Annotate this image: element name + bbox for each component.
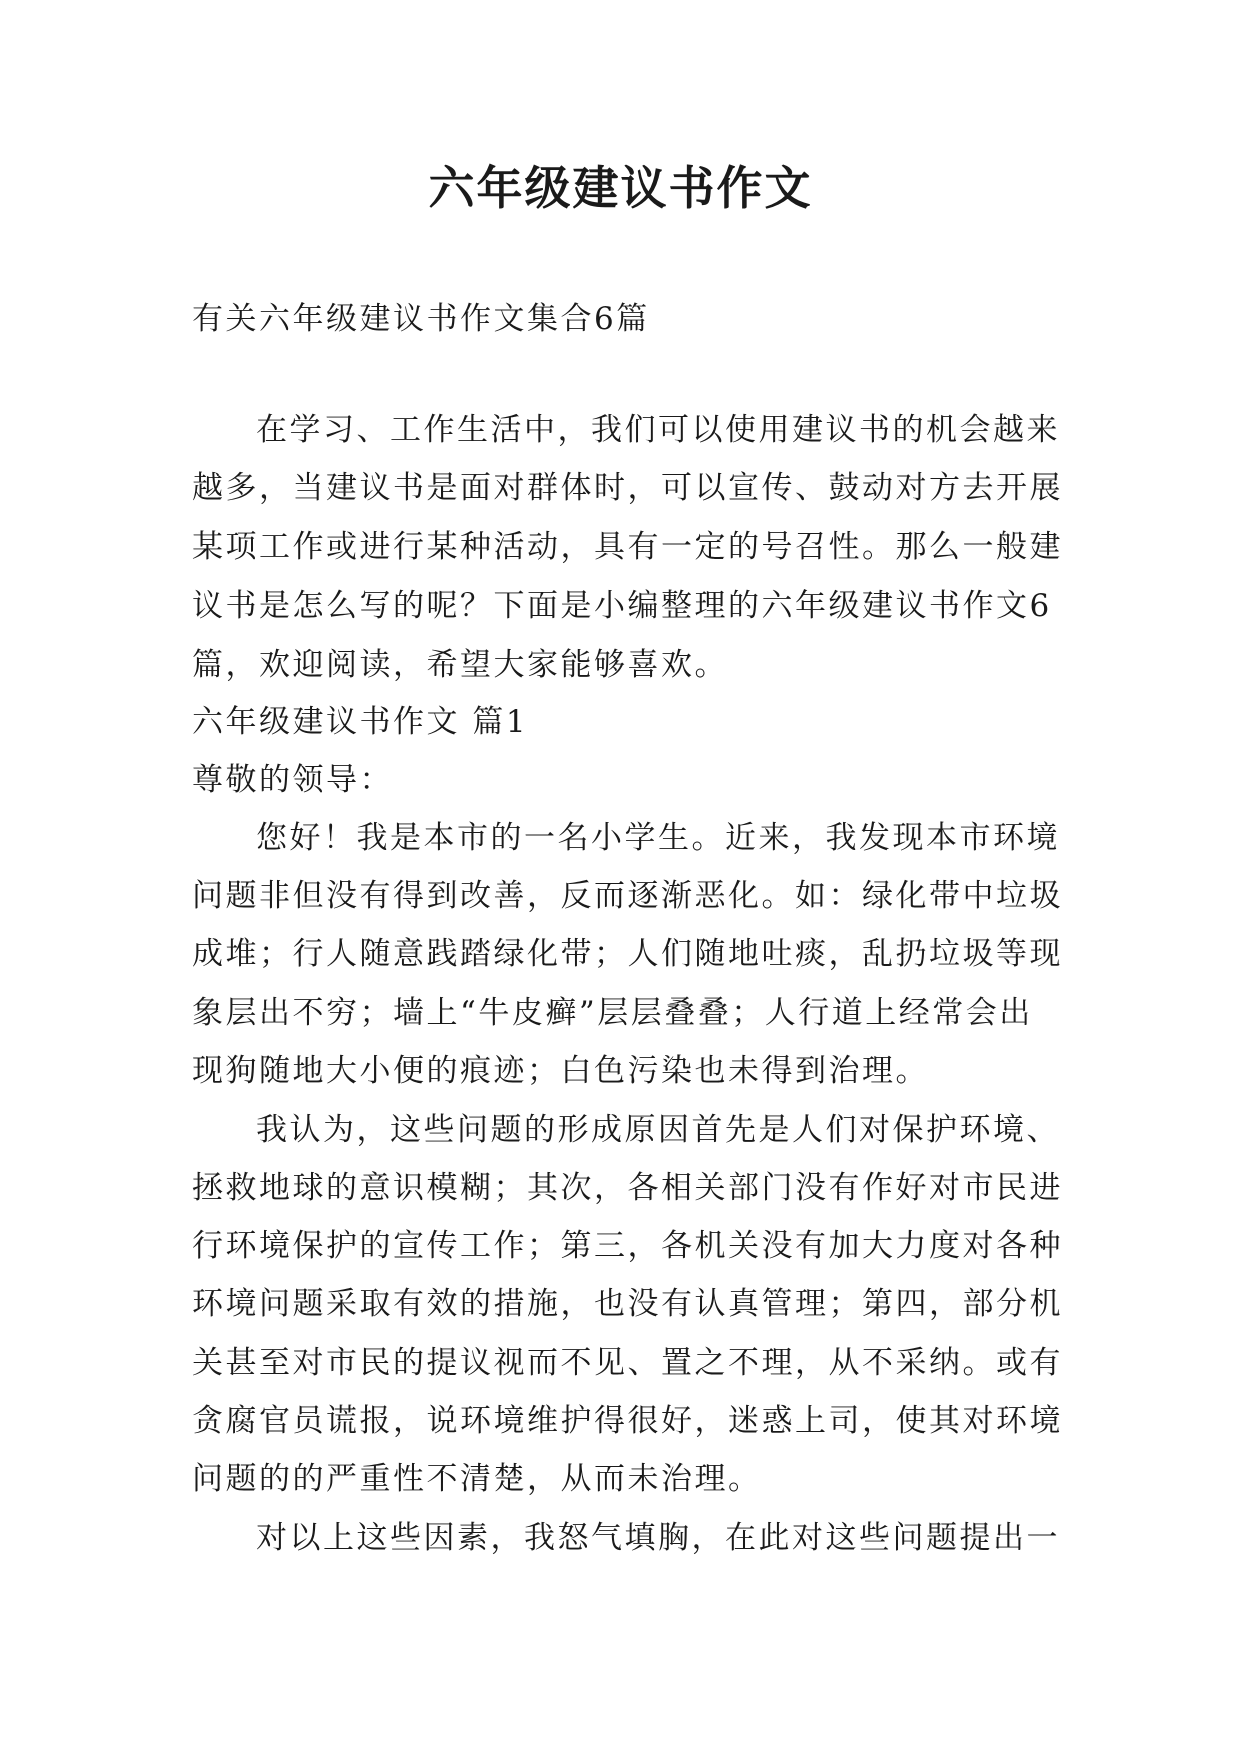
paragraph-line: 环境问题采取有效的措施，也没有认真管理；第四，部分机 <box>192 1286 1063 1322</box>
paragraph-line: 在学习、工作生活中，我们可以使用建议书的机会越来 <box>256 412 1060 448</box>
document-subtitle: 有关六年级建议书作文集合6篇 <box>192 301 650 337</box>
paragraph-line: 问题的的严重性不清楚，从而未治理。 <box>192 1461 762 1497</box>
paragraph-line: 成堆；行人随意践踏绿化带；人们随地吐痰，乱扔垃圾等现 <box>192 936 1063 972</box>
paragraph-line: 篇，欢迎阅读，希望大家能够喜欢。 <box>192 647 728 683</box>
paragraph-line: 问题非但没有得到改善，反而逐渐恶化。如：绿化带中垃圾 <box>192 878 1063 914</box>
paragraph-line: 行环境保护的宣传工作；第三，各机关没有加大力度对各种 <box>192 1228 1063 1264</box>
paragraph-line: 拯救地球的意识模糊；其次，各相关部门没有作好对市民进 <box>192 1170 1063 1206</box>
paragraph-line: 现狗随地大小便的痕迹；白色污染也未得到治理。 <box>192 1053 929 1089</box>
document-title: 六年级建议书作文 <box>428 161 813 215</box>
paragraph-line: 贪腐官员谎报，说环境维护得很好，迷惑上司，使其对环境 <box>192 1403 1063 1439</box>
paragraph-line: 我认为，这些问题的形成原因首先是人们对保护环境、 <box>256 1112 1060 1148</box>
paragraph-line: 您好！我是本市的一名小学生。近来，我发现本市环境 <box>256 820 1060 856</box>
paragraph-line: 越多，当建议书是面对群体时，可以宣传、鼓动对方去开展 <box>192 470 1063 506</box>
paragraph-line: 某项工作或进行某种活动，具有一定的号召性。那么一般建 <box>192 529 1063 565</box>
paragraph-line: 关甚至对市民的提议视而不见、置之不理，从不采纳。或有 <box>192 1345 1063 1381</box>
paragraph-line: 对以上这些因素，我怒气填胸，在此对这些问题提出一 <box>256 1520 1060 1556</box>
paragraph-line: 议书是怎么写的呢？下面是小编整理的六年级建议书作文6 <box>192 588 1052 624</box>
section-heading: 六年级建议书作文 篇1 <box>192 704 529 740</box>
paragraph-line: 象层出不穷；墙上“牛皮癣”层层叠叠；人行道上经常会出 <box>192 995 1033 1031</box>
salutation: 尊敬的领导： <box>192 762 393 798</box>
